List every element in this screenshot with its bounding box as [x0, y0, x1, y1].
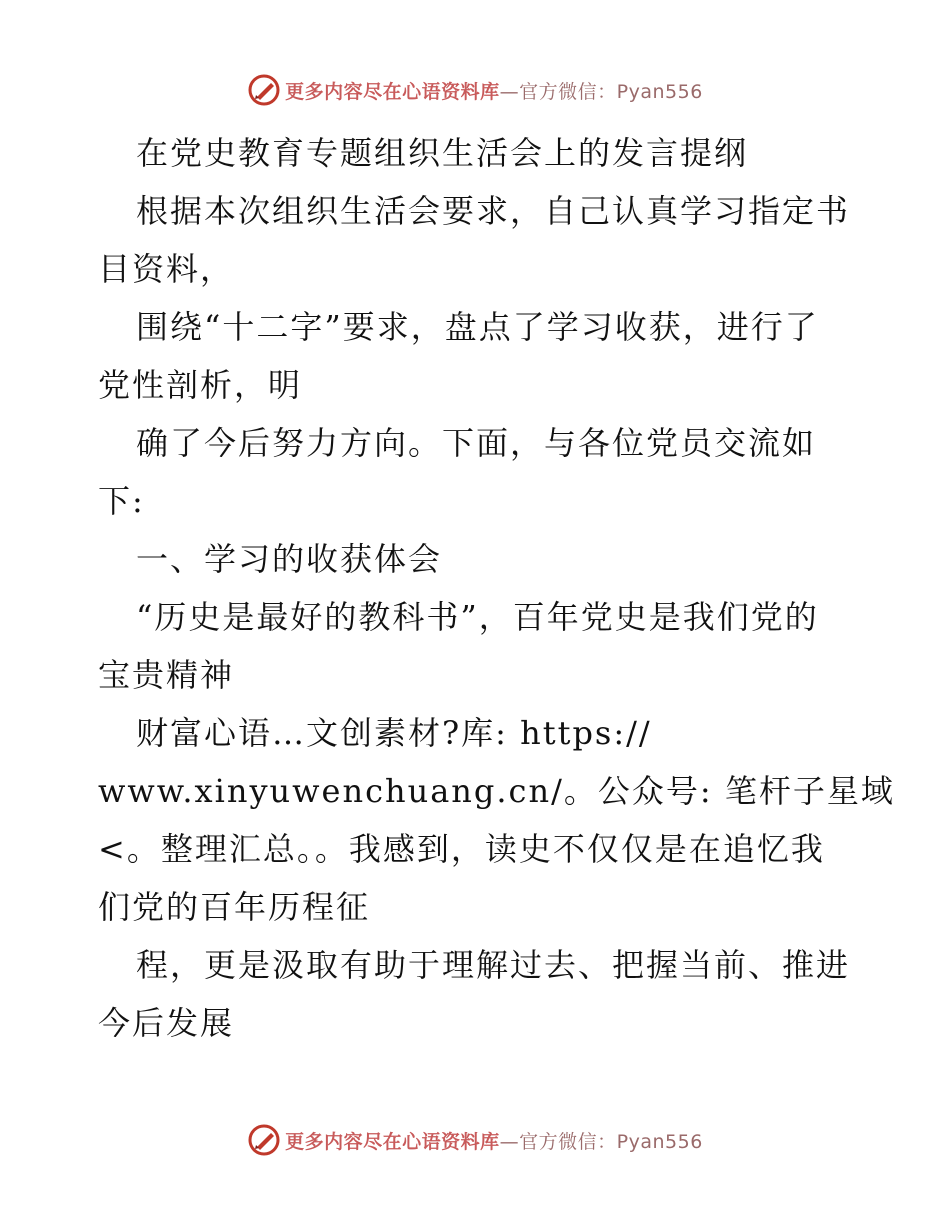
paragraph-line: 宝贵精神 [98, 656, 235, 694]
header-watermark [0, 70, 950, 110]
paragraph-line: 围绕“十二字”要求，盘点了学习收获，进行了 [136, 308, 819, 346]
paragraph-line: 下: [98, 482, 145, 520]
watermark-text: 更多内容尽在心语资料库—官方微信：Pyan556 [285, 80, 703, 103]
paragraph-line: 目资料， [98, 250, 235, 288]
brand-logo-icon [247, 73, 281, 107]
paragraph-line: 今后发展 [98, 1004, 235, 1042]
paragraph-line: <。整理汇总。。我感到，读史不仅仅是在追忆我 [98, 830, 825, 868]
paragraph-line: 根据本次组织生活会要求，自己认真学习指定书 [136, 192, 851, 230]
document-title: 在党史教育专题组织生活会上的发言提纲 [136, 134, 749, 172]
paragraph-line: “历史是最好的教科书”，百年党史是我们党的 [136, 598, 819, 636]
section-heading: 一、学习的收获体会 [136, 540, 443, 578]
paragraph-line: 确了今后努力方向。下面，与各位党员交流如 [136, 424, 817, 462]
paragraph-line: 们党的百年历程征 [98, 888, 371, 926]
document-body [98, 124, 895, 1052]
watermark-text: 更多内容尽在心语资料库—官方微信：Pyan556 [285, 1130, 703, 1153]
brand-logo-icon [247, 1123, 281, 1157]
paragraph-line: 党性剖析，明 [98, 366, 303, 404]
paragraph-line: 程，更是汲取有助于理解过去、把握当前、推进 [136, 946, 851, 984]
paragraph-line: 财富心语…文创素材?库: https:// [136, 714, 652, 752]
paragraph-line: www.xinyuwenchuang.cn/。公众号: 笔杆子星域 [98, 772, 895, 810]
footer-watermark [0, 1120, 950, 1160]
